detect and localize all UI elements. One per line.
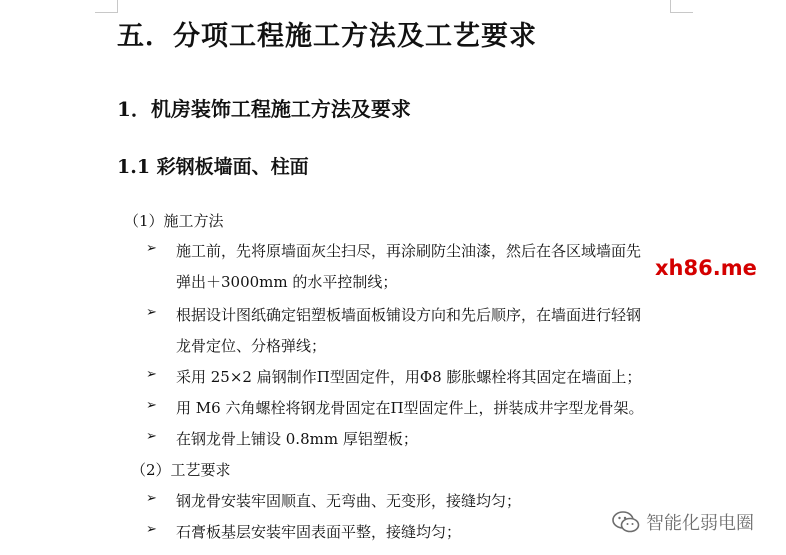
chapter-heading: 五．分项工程施工方法及工艺要求: [117, 21, 537, 52]
list-item-text: 根据设计图纸确定铝塑板墙面板铺设方向和先后顺序，在墙面进行轻钢: [176, 306, 642, 324]
bullet-arrow-icon: ➢: [146, 241, 157, 256]
site-watermark: xh86.me: [655, 256, 757, 280]
list-item-text: 石膏板基层安装牢固表面平整，接缝均匀；: [176, 523, 462, 541]
part-label-process-requirements: （2）工艺要求: [131, 461, 231, 479]
crop-mark-left: [95, 0, 118, 13]
part-label-construction-method: （1）施工方法: [124, 212, 224, 230]
bullet-arrow-icon: ➢: [146, 522, 157, 537]
bullet-arrow-icon: ➢: [146, 367, 157, 382]
bullet-arrow-icon: ➢: [146, 429, 157, 444]
bullet-arrow-icon: ➢: [146, 491, 157, 506]
subsection-heading: 1.1 彩钢板墙面、柱面: [117, 156, 309, 178]
wechat-icon: [612, 511, 640, 533]
list-item-text: 用 M6 六角螺栓将钢龙骨固定在Π型固定件上，拼装成井字型龙骨架。: [176, 399, 644, 417]
list-item-text-cont: 龙骨定位、分格弹线；: [176, 337, 327, 355]
list-item-text-cont: 弹出＋3000mm 的水平控制线；: [176, 273, 398, 291]
cut-off-next-line: [176, 546, 676, 555]
account-name: 智能化弱电圈: [646, 513, 754, 534]
list-item-text: 钢龙骨安装牢固顺直、无弯曲、无变形，接缝均匀；: [176, 492, 522, 510]
bullet-arrow-icon: ➢: [146, 305, 157, 320]
list-item-text: 施工前，先将原墙面灰尘扫尽，再涂刷防尘油漆，然后在各区域墙面先: [176, 242, 642, 260]
bullet-arrow-icon: ➢: [146, 398, 157, 413]
section-heading: 1．机房装饰工程施工方法及要求: [117, 97, 411, 121]
list-item-text: 采用 25×2 扁钢制作Π型固定件，用Φ8 膨胀螺栓将其固定在墙面上；: [176, 368, 642, 386]
list-item-text: 在钢龙骨上铺设 0.8mm 厚铝塑板；: [176, 430, 418, 448]
crop-mark-right: [670, 0, 693, 13]
account-watermark: [612, 509, 754, 535]
